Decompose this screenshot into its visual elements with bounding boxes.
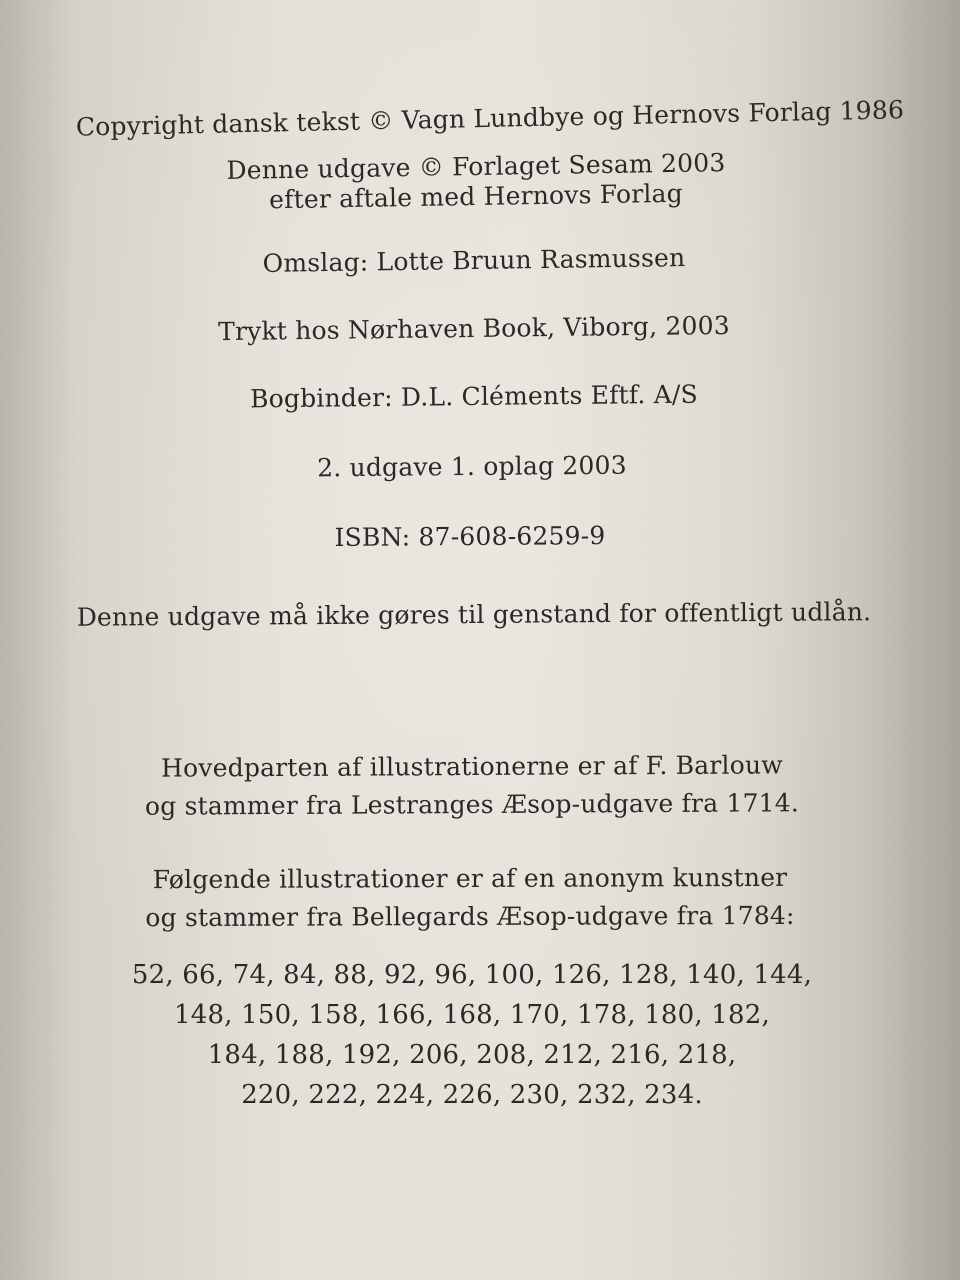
illustration-pages-line-3: 184, 188, 192, 206, 208, 212, 216, 218, — [207, 1040, 737, 1070]
lending-notice: Denne udgave må ikke gøres til genstand for offentligt udlån. — [76, 597, 872, 632]
edition-info: 2. udgave 1. oplag 2003 — [317, 450, 627, 483]
binder-credit: Bogbinder: D.L. Cléments Eftf. A/S — [249, 379, 699, 414]
copyright-text-line: Copyright dansk tekst © Vagn Lundbye og Hernovs Forlag 1986 — [75, 95, 905, 142]
illustrations-anon-line-2: og stammer fra Bellegards Æsop-udgave fra 1784: — [145, 900, 795, 933]
illustration-pages-line-2: 148, 150, 158, 166, 168, 170, 178, 180, 182, — [174, 1000, 770, 1030]
illustrations-main-line-1: Hovedparten af illustrationerne er af F. Barlouw — [161, 750, 783, 783]
illustration-pages-line-4: 220, 222, 224, 226, 230, 232, 234. — [241, 1080, 703, 1110]
isbn: ISBN: 87-608-6259-9 — [334, 521, 606, 552]
edition-agreement-line: efter aftale med Hernovs Forlag — [268, 178, 684, 215]
printer-credit: Trykt hos Nørhaven Book, Viborg, 2003 — [217, 310, 731, 347]
edition-copyright-line: Denne udgave © Forlaget Sesam 2003 — [226, 148, 726, 185]
cover-credit: Omslag: Lotte Bruun Rasmussen — [262, 243, 686, 278]
illustrations-anon-line-1: Følgende illustrationer er af en anonym kunstner — [152, 862, 788, 895]
illustration-pages-line-1: 52, 66, 74, 84, 88, 92, 96, 100, 126, 128, 140, 144, — [131, 960, 813, 990]
illustrations-main-line-2: og stammer fra Lestranges Æsop-udgave fra 1714. — [144, 788, 800, 821]
